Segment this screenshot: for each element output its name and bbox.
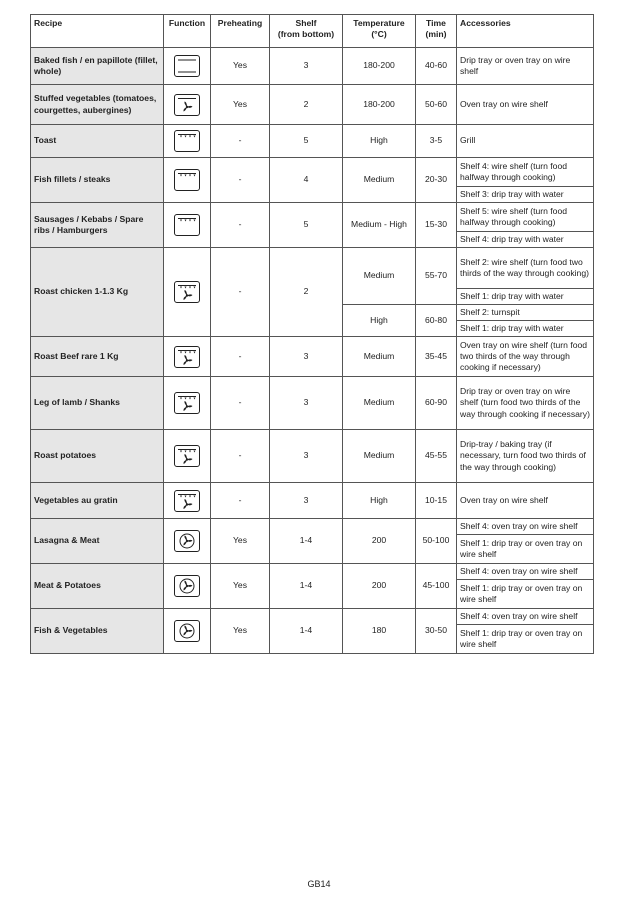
accessories-cell: Oven tray on wire shelf [457,85,594,125]
fan-grill-icon [174,346,200,368]
multi-level-fan-icon [174,530,200,552]
header-accessories: Accessories [457,15,594,48]
table-row [31,125,594,158]
grill-icon [174,130,200,152]
preheating-cell: Yes [211,519,270,564]
temperature-cell: Medium - High [343,203,416,248]
table-row [31,203,594,232]
time-cell: 50-60 [416,85,457,125]
time-cell: 55-70 [416,248,457,305]
table-row [31,609,594,625]
shelf-cell: 2 [270,248,343,337]
shelf-cell: 5 [270,203,343,248]
temperature-cell: Medium [343,158,416,203]
preheating-cell: - [211,125,270,158]
temperature-cell: 180 [343,609,416,654]
accessories-cell: Shelf 4: oven tray on wire shelf [457,519,594,535]
recipe-cell: Stuffed vegetables (tomatoes, courgettes, aubergines) [31,85,164,125]
temperature-cell: 180-200 [343,48,416,85]
recipe-cell: Roast potatoes [31,430,164,483]
accessories-cell: Shelf 1: drip tray or oven tray on wire shelf [457,625,594,654]
table-row [31,564,594,580]
accessories-cell: Shelf 4: oven tray on wire shelf [457,564,594,580]
function-cell [164,85,211,125]
accessories-cell: Drip tray or oven tray on wire shelf (turn food two thirds of the way through cooking if necessary) [457,377,594,430]
table-row [31,377,594,430]
function-cell [164,248,211,337]
temperature-cell: 200 [343,519,416,564]
time-cell: 3-5 [416,125,457,158]
recipe-cell: Roast Beef rare 1 Kg [31,337,164,377]
recipe-cell: Fish fillets / steaks [31,158,164,203]
shelf-cell: 1-4 [270,564,343,609]
accessories-cell: Oven tray on wire shelf [457,483,594,519]
preheating-cell: - [211,248,270,337]
accessories-cell: Shelf 1: drip tray with water [457,289,594,305]
multi-level-fan-icon [174,575,200,597]
table-row [31,430,594,483]
time-cell: 45-100 [416,564,457,609]
recipe-cell: Vegetables au gratin [31,483,164,519]
shelf-cell: 3 [270,48,343,85]
time-cell: 10-15 [416,483,457,519]
fan-grill-icon [174,490,200,512]
time-cell: 50-100 [416,519,457,564]
recipe-cell: Leg of lamb / Shanks [31,377,164,430]
table-row [31,158,594,187]
recipe-cell: Meat & Potatoes [31,564,164,609]
header-preheating: Preheating [211,15,270,48]
function-cell [164,609,211,654]
temperature-cell: High [343,125,416,158]
header-time: Time (min) [416,15,457,48]
preheating-cell: Yes [211,564,270,609]
preheating-cell: Yes [211,48,270,85]
preheating-cell: - [211,377,270,430]
temperature-cell: 200 [343,564,416,609]
fan-grill-icon [174,445,200,467]
function-cell [164,483,211,519]
temperature-cell: Medium [343,337,416,377]
shelf-cell: 3 [270,337,343,377]
grill-icon [174,169,200,191]
preheating-cell: - [211,203,270,248]
shelf-cell: 3 [270,483,343,519]
accessories-cell: Drip tray or oven tray on wire shelf [457,48,594,85]
function-cell [164,48,211,85]
accessories-cell: Shelf 4: wire shelf (turn food halfway through cooking) [457,158,594,187]
recipe-cell: Sausages / Kebabs / Spare ribs / Hamburgers [31,203,164,248]
function-cell [164,125,211,158]
multi-level-fan-icon [174,620,200,642]
accessories-cell: Shelf 4: drip tray with water [457,232,594,248]
accessories-cell: Shelf 2: wire shelf (turn food two thirds of the way through cooking) [457,248,594,289]
table-row [31,483,594,519]
temperature-cell: Medium [343,248,416,305]
temperature-cell: High [343,305,416,337]
fan-grill-icon [174,281,200,303]
header-function: Function [164,15,211,48]
time-cell: 40-60 [416,48,457,85]
preheating-cell: - [211,483,270,519]
preheating-cell: - [211,337,270,377]
time-cell: 15-30 [416,203,457,248]
page-number: GB14 [307,879,331,889]
time-cell: 35-45 [416,337,457,377]
shelf-cell: 2 [270,85,343,125]
recipe-cell: Lasagna & Meat [31,519,164,564]
shelf-cell: 3 [270,377,343,430]
table-row [31,248,594,289]
accessories-cell: Shelf 3: drip tray with water [457,187,594,203]
temperature-cell: 180-200 [343,85,416,125]
temperature-cell: Medium [343,430,416,483]
shelf-cell: 1-4 [270,519,343,564]
table-row [31,48,594,85]
grill-icon [174,214,200,236]
shelf-cell: 5 [270,125,343,158]
time-cell: 30-50 [416,609,457,654]
accessories-cell: Shelf 1: drip tray or oven tray on wire shelf [457,580,594,609]
accessories-cell: Shelf 1: drip tray or oven tray on wire shelf [457,535,594,564]
recipe-cell: Baked fish / en papillote (fillet, whole) [31,48,164,85]
accessories-cell: Grill [457,125,594,158]
function-cell [164,430,211,483]
time-cell: 60-80 [416,305,457,337]
shelf-cell: 1-4 [270,609,343,654]
function-cell [164,203,211,248]
table-row [31,337,594,377]
function-cell [164,337,211,377]
function-cell [164,158,211,203]
time-cell: 60-90 [416,377,457,430]
preheating-cell: - [211,430,270,483]
function-cell [164,377,211,430]
cooking-table [30,14,594,654]
shelf-cell: 3 [270,430,343,483]
fan-oven-icon [174,94,200,116]
header-shelf: Shelf (from bottom) [270,15,343,48]
temperature-cell: High [343,483,416,519]
shelf-cell: 4 [270,158,343,203]
accessories-cell: Shelf 5: wire shelf (turn food halfway through cooking) [457,203,594,232]
static-oven-icon [174,55,200,77]
preheating-cell: - [211,158,270,203]
time-cell: 20-30 [416,158,457,203]
table-row [31,519,594,535]
accessories-cell: Oven tray on wire shelf (turn food two thirds of the way through cooking if necessary) [457,337,594,377]
accessories-cell: Shelf 1: drip tray with water [457,321,594,337]
header-temperature: Temperature (°C) [343,15,416,48]
temperature-cell: Medium [343,377,416,430]
preheating-cell: Yes [211,85,270,125]
function-cell [164,564,211,609]
function-cell [164,519,211,564]
recipe-cell: Toast [31,125,164,158]
accessories-cell: Shelf 4: oven tray on wire shelf [457,609,594,625]
preheating-cell: Yes [211,609,270,654]
recipe-cell: Roast chicken 1-1.3 Kg [31,248,164,337]
header-recipe: Recipe [31,15,164,48]
recipe-cell: Fish & Vegetables [31,609,164,654]
accessories-cell: Shelf 2: turnspit [457,305,594,321]
fan-grill-icon [174,392,200,414]
table-header-row [31,15,594,48]
table-row [31,85,594,125]
time-cell: 45-55 [416,430,457,483]
accessories-cell: Drip-tray / baking tray (if necessary, turn food two thirds of the way through cooking) [457,430,594,483]
